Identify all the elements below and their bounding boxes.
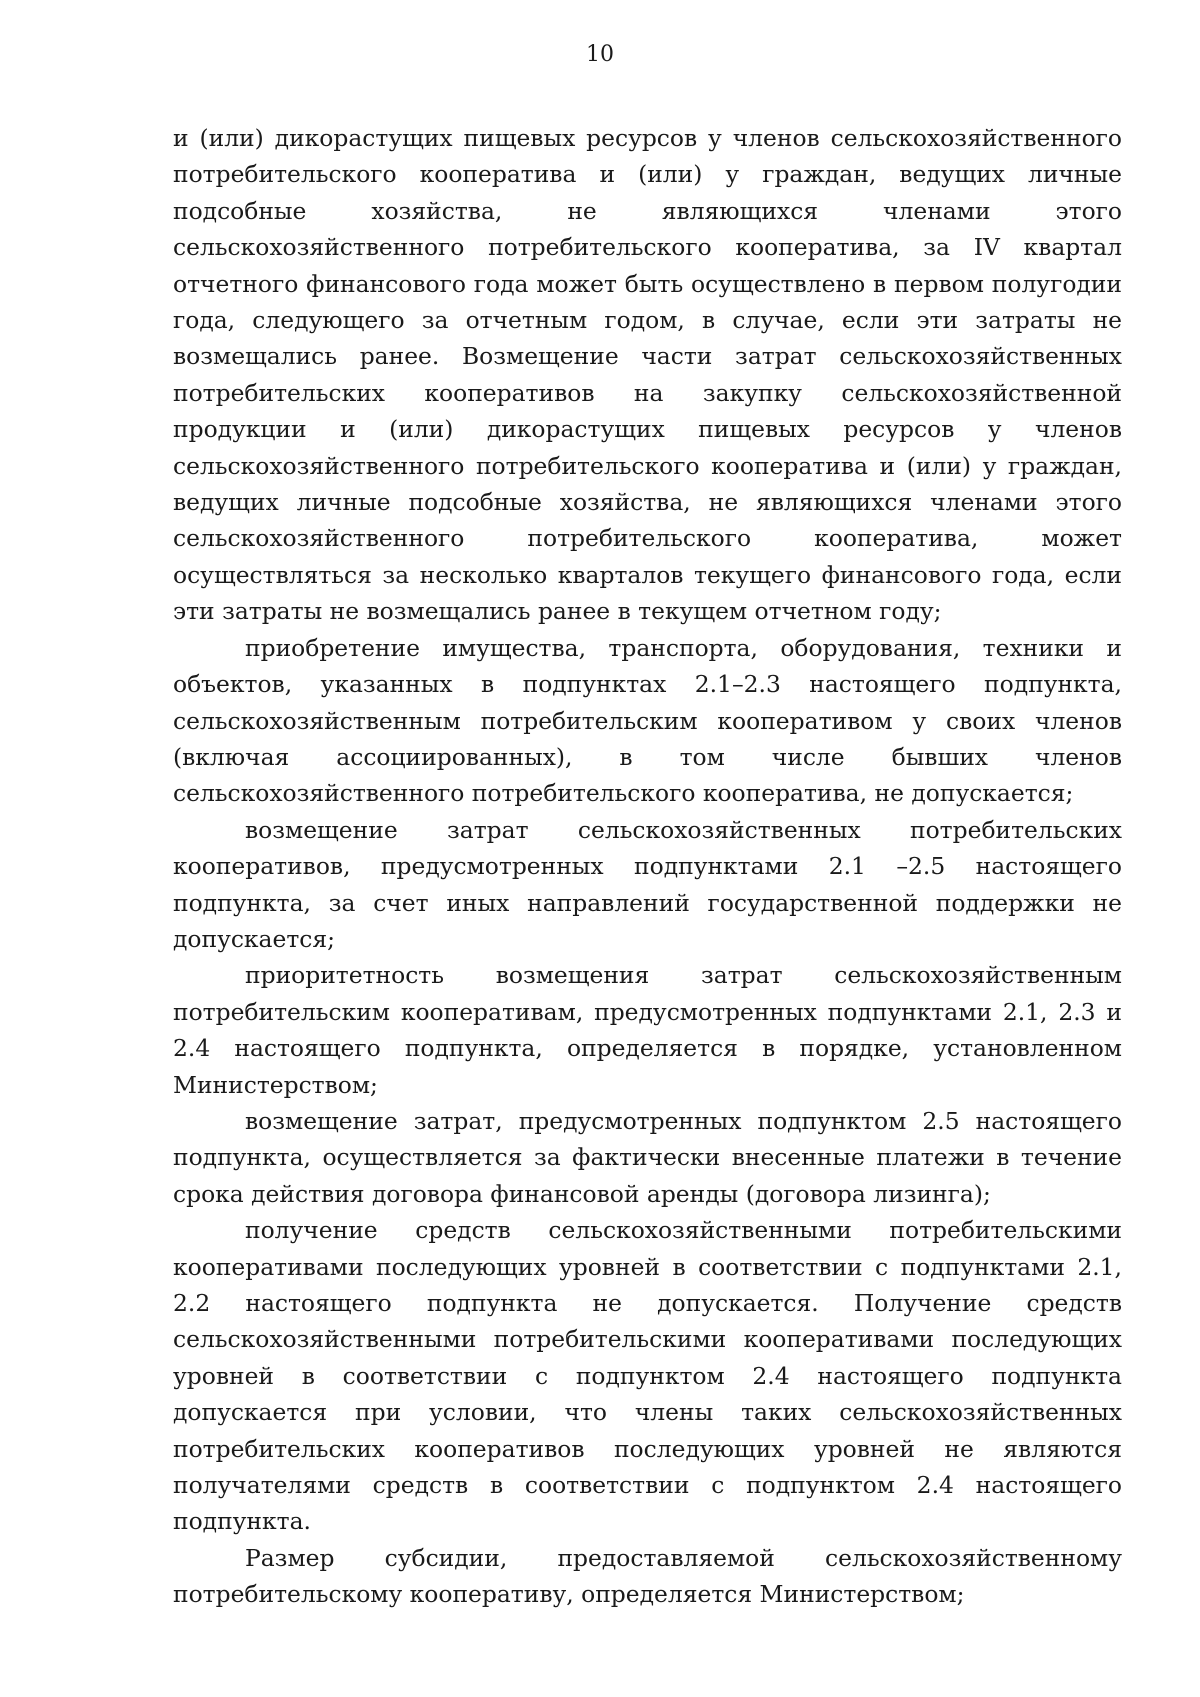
paragraph-5: возмещение затрат, предусмотренных подпунктом 2.5 настоящего подпункта, осуществляется за фактически внесенные платежи в течение срока действия договора финансовой аренды (договора лизинга); <box>173 1106 1122 1208</box>
paragraph-2: приобретение имущества, транспорта, оборудования, техники и объектов, указанных в подпунктах 2.1–2.3 настоящего подпункта, сельскохозяйственным потребительским кооперативом у своих членов (включая ассоциированных), в том числе бывших членов сельскохозяйственного потребительского кооператива, не допускается; <box>173 633 1122 808</box>
paragraph-4: приоритетность возмещения затрат сельскохозяйственным потребительским кооперативам, предусмотренных подпунктами 2.1, 2.3 и 2.4 настоящего подпункта, определяется в порядке, установленном Министерством; <box>173 961 1122 1099</box>
document-body <box>173 120 1122 1613</box>
page-number: 10 <box>586 42 614 67</box>
paragraph-1: и (или) дикорастущих пищевых ресурсов у членов сельскохозяйственного потребительского кооператива и (или) у граждан, ведущих личные подсобные хозяйства, не являющихся членами этого сельскохозяйственного потребительского кооператива, за IV квартал отчетного финансового года может быть осуществлено в первом полугодии года, следующего за отчетным годом, в случае, если эти затраты не возмещались ранее. Возмещение части затрат сельскохозяйственных потребительских кооперативов на закупку сельскохозяйственной продукции и (или) дикорастущих пищевых ресурсов у членов сельскохозяйственного потребительского кооператива и (или) у граждан, ведущих личные подсобные хозяйства, не являющихся членами этого сельскохозяйственного потребительского кооператива, может осуществляться за несколько кварталов текущего финансового года, если эти затраты не возмещались ранее в текущем отчетном году; <box>173 124 1122 626</box>
paragraph-7: Размер субсидии, предоставляемой сельскохозяйственному потребительскому кооперативу, определяется Министерством; <box>173 1543 1122 1609</box>
paragraph-6: получение средств сельскохозяйственными потребительскими кооперативами последующих уровней в соответствии с подпунктами 2.1, 2.2 настоящего подпункта не допускается. Получение средств сельскохозяйственными потребительскими кооперативами последующих уровней в соответствии с подпунктом 2.4 настоящего подпункта допускается при условии, что члены таких сельскохозяйственных потребительских кооперативов последующих уровней не являются получателями средств в соответствии с подпунктом 2.4 настоящего подпункта. <box>173 1216 1122 1536</box>
paragraph-3: возмещение затрат сельскохозяйственных потребительских кооперативов, предусмотренных подпунктами 2.1 –2.5 настоящего подпункта, за счет иных направлений государственной поддержки не допускается; <box>173 815 1122 953</box>
